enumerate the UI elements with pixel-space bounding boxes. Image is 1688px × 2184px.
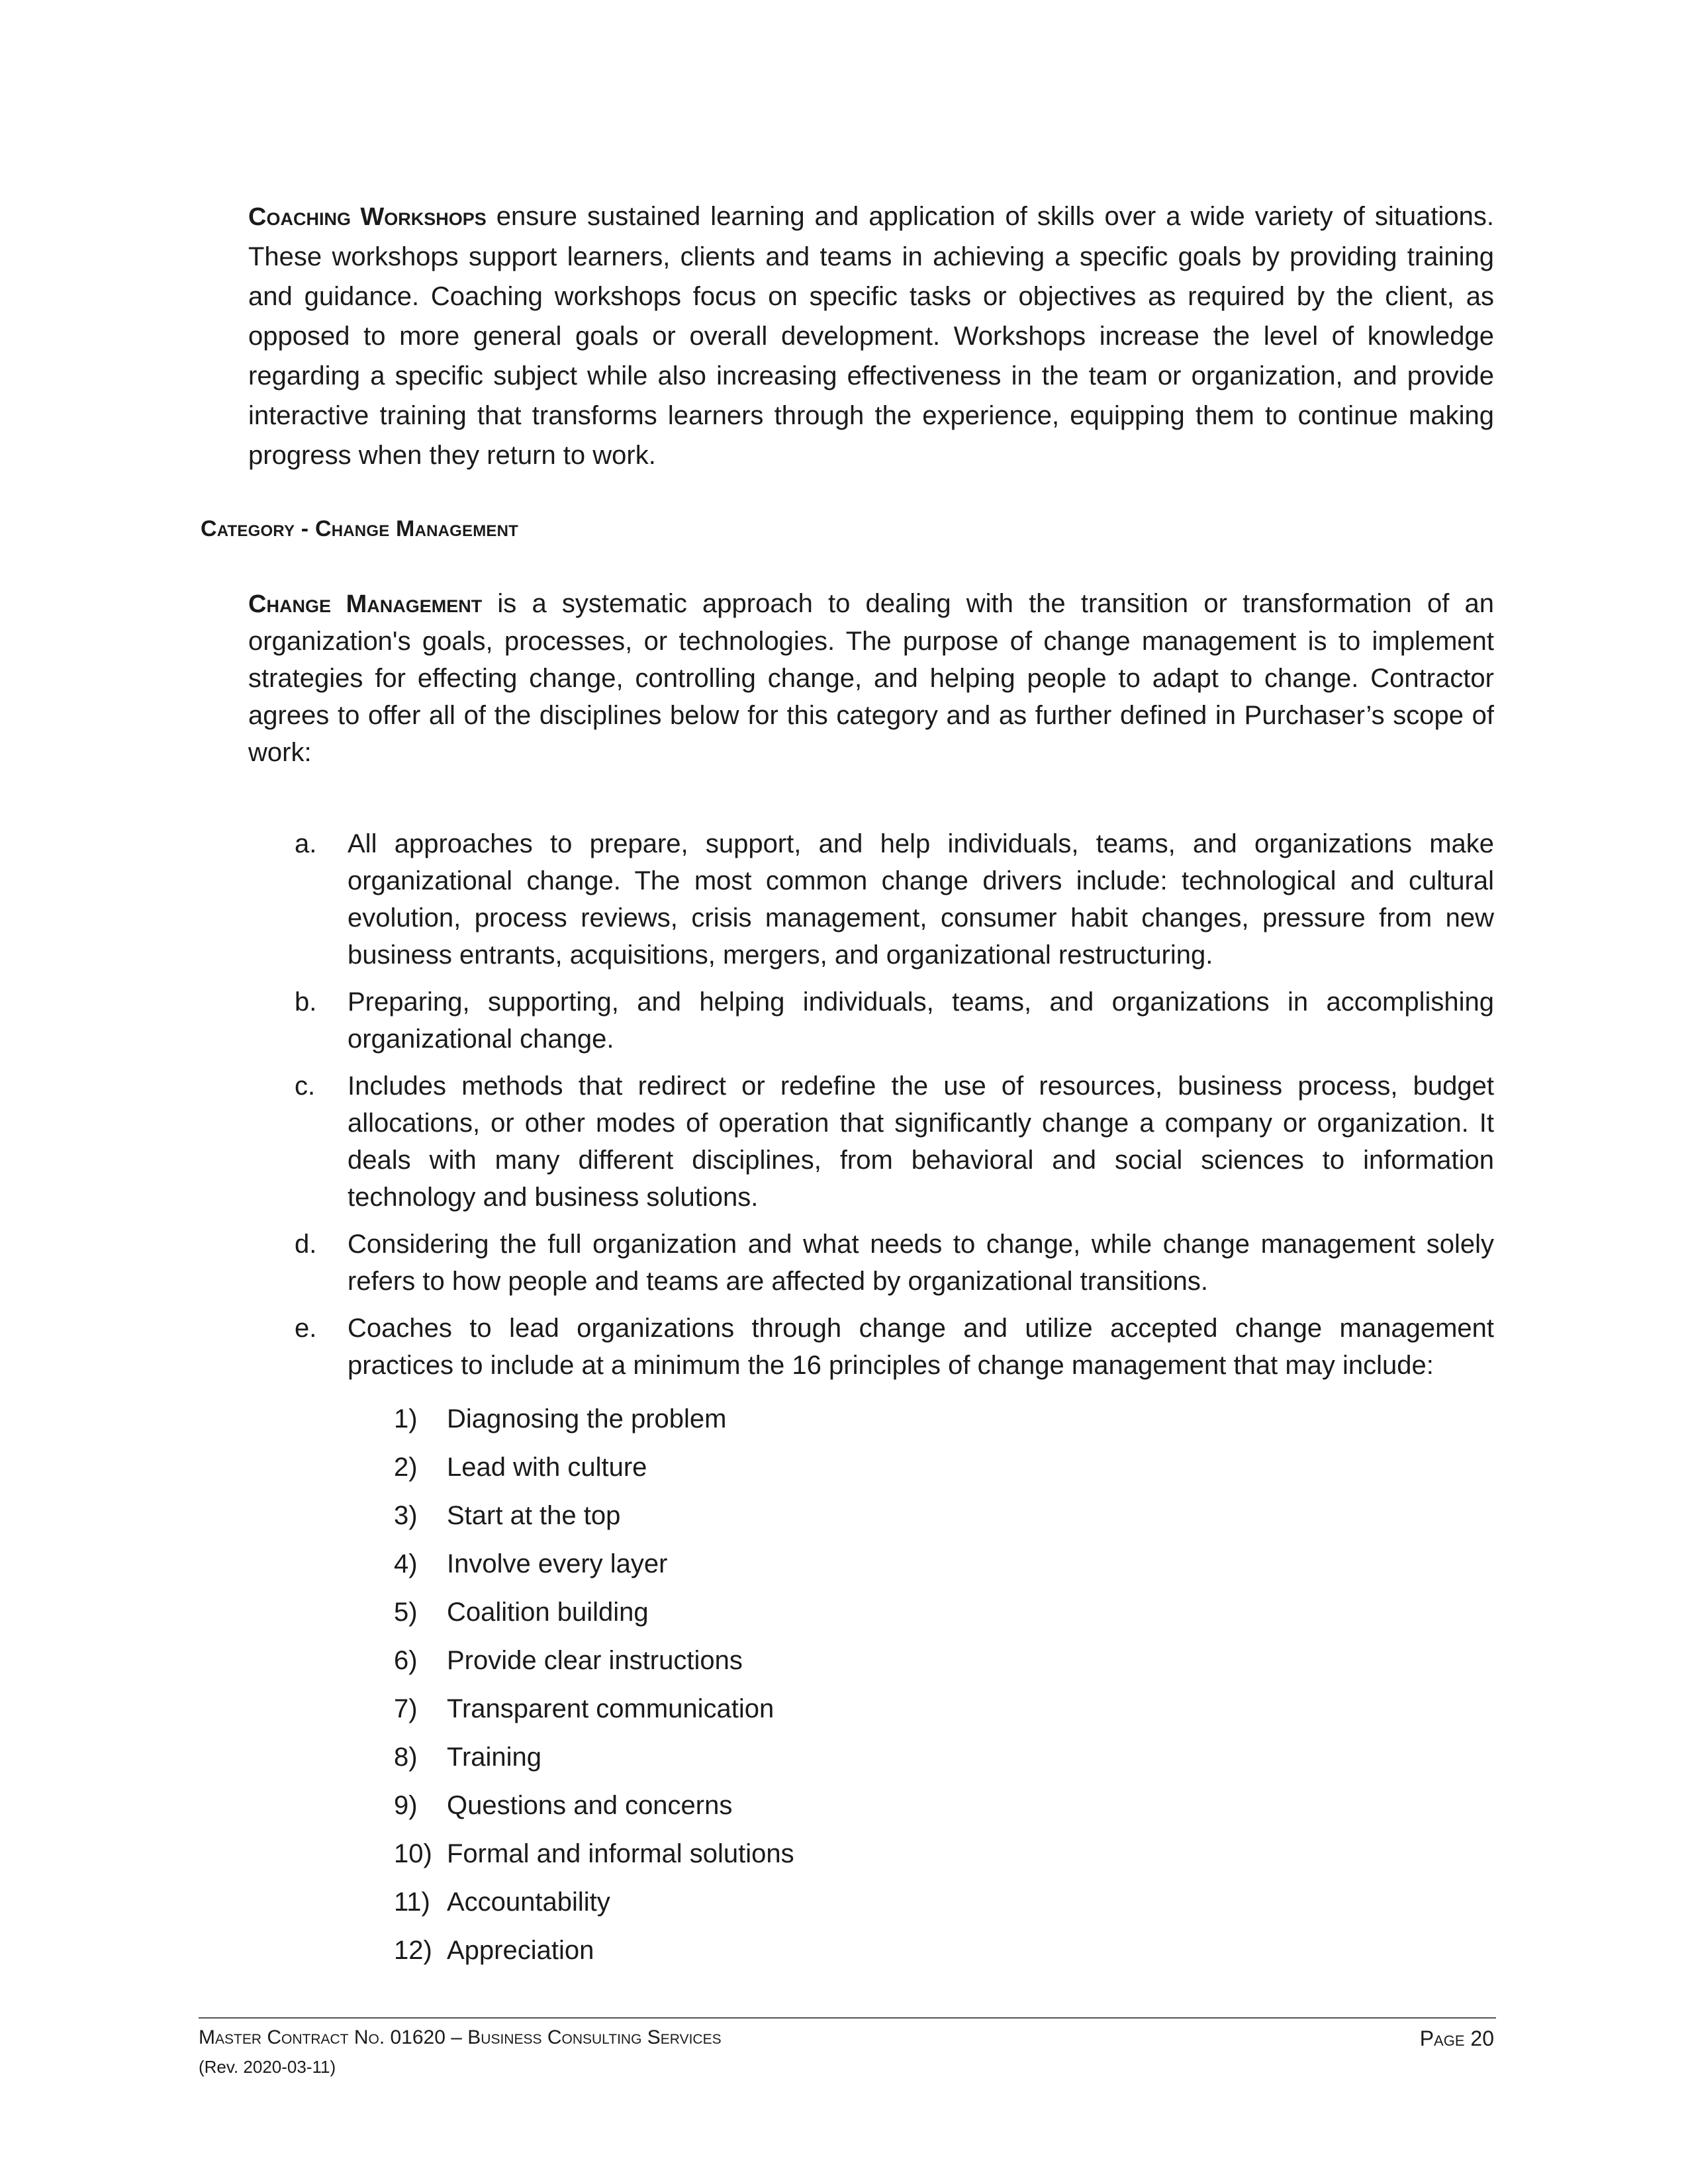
list-marker: c. bbox=[295, 1071, 316, 1101]
principle-item bbox=[394, 1400, 794, 1449]
principle-text: Lead with culture bbox=[447, 1453, 647, 1482]
list-marker: d. bbox=[295, 1230, 317, 1259]
footer-page-number: Page 20 bbox=[1419, 2026, 1494, 2050]
principle-item bbox=[394, 1545, 794, 1594]
list-item bbox=[295, 1310, 1494, 1384]
footer-divider bbox=[199, 2017, 1496, 2019]
principle-text: Start at the top bbox=[447, 1501, 621, 1530]
list-marker: 4) bbox=[394, 1549, 418, 1578]
list-marker: 10) bbox=[394, 1839, 432, 1868]
coaching-workshops-text: ensure sustained learning and application of skills over a wide variety of situations. These workshops support learners, clients and teams in achieving a specific goals by providing training and guidance. Coaching workshops focus on specific tasks or objectives as required by the client, as opposed to more general goals or overall development. Workshops increase the level of knowledge regarding a specific subject while also increasing effectiveness in the team or organization, and provide interactive training that transforms learners through the experience, equipping them to continue making progress when they return to work. bbox=[248, 202, 1495, 470]
list-item bbox=[295, 1068, 1494, 1216]
list-marker: 8) bbox=[394, 1743, 418, 1772]
footer-revision: (Rev. 2020-03-11) bbox=[199, 2057, 336, 2077]
list-item bbox=[295, 983, 1494, 1058]
principle-item bbox=[394, 1932, 794, 1980]
list-item-text: All approaches to prepare, support, and help individuals, teams, and organizations make organizational change. The most common change drivers include: technological and cultural evolution, process reviews, crisis management, consumer habit changes, pressure from new business entrants, acquisitions, mergers, and organizational restructuring. bbox=[348, 829, 1494, 970]
list-marker: b. bbox=[295, 987, 317, 1017]
principle-item bbox=[394, 1787, 794, 1835]
principle-text: Involve every layer bbox=[447, 1549, 668, 1578]
coaching-workshops-term: Coaching Workshops bbox=[248, 203, 487, 231]
list-marker: 7) bbox=[394, 1694, 418, 1723]
list-item bbox=[295, 1226, 1494, 1300]
principle-item bbox=[394, 1594, 794, 1642]
principle-text: Training bbox=[447, 1743, 542, 1772]
principle-text: Formal and informal solutions bbox=[447, 1839, 794, 1868]
list-marker: a. bbox=[295, 829, 317, 858]
principle-item bbox=[394, 1739, 794, 1787]
change-management-text: is a systematic approach to dealing with the transition or transformation of an organization's goals, processes, or technologies. The purpose of change management is to implement strategies for effecting change, controlling change, and helping people to adapt to change. Contractor agrees to offer all of the disciplines below for this category and as further defined in Purchaser’s scope of work: bbox=[248, 589, 1494, 767]
list-marker: 5) bbox=[394, 1598, 418, 1627]
list-marker: 2) bbox=[394, 1453, 418, 1482]
principle-text: Transparent communication bbox=[447, 1694, 774, 1723]
footer-contract-title: Master Contract No. 01620 – Business Consulting Services bbox=[199, 2026, 722, 2048]
principle-text: Coalition building bbox=[447, 1598, 649, 1627]
principle-item bbox=[394, 1884, 794, 1932]
principle-text: Appreciation bbox=[447, 1936, 594, 1965]
list-marker: e. bbox=[295, 1314, 317, 1343]
change-management-term: Change Management bbox=[248, 590, 483, 618]
principle-text: Diagnosing the problem bbox=[447, 1404, 727, 1433]
list-marker: 11) bbox=[394, 1888, 430, 1917]
list-item-text: Considering the full organization and what needs to change, while change management solely refers to how people and teams are affected by organizational transitions. bbox=[348, 1230, 1494, 1296]
list-marker: 12) bbox=[394, 1936, 432, 1965]
principle-text: Accountability bbox=[447, 1888, 610, 1917]
principle-item bbox=[394, 1835, 794, 1884]
list-item-text: Coaches to lead organizations through change and utilize accepted change management practices to include at a minimum the 16 principles of change management that may include: bbox=[348, 1314, 1494, 1380]
list-marker: 9) bbox=[394, 1791, 418, 1820]
principle-item bbox=[394, 1690, 794, 1739]
change-management-paragraph bbox=[248, 585, 1494, 771]
list-marker: 3) bbox=[394, 1501, 418, 1530]
list-item-text: Includes methods that redirect or redefine the use of resources, business process, budget allocations, or other modes of operation that significantly change a company or organization. It deals with many different disciplines, from behavioral and social sciences to information technology and business solutions. bbox=[348, 1071, 1494, 1212]
principle-text: Questions and concerns bbox=[447, 1791, 733, 1820]
list-marker: 6) bbox=[394, 1646, 418, 1675]
discipline-list bbox=[295, 825, 1494, 1394]
coaching-workshops-paragraph bbox=[248, 197, 1494, 475]
category-heading: Category - Change Management bbox=[201, 516, 519, 541]
list-marker: 1) bbox=[394, 1404, 418, 1433]
principle-item bbox=[394, 1497, 794, 1545]
principles-list bbox=[394, 1400, 794, 1980]
list-item-text: Preparing, supporting, and helping individuals, teams, and organizations in accomplishing organizational change. bbox=[348, 987, 1494, 1054]
principle-item bbox=[394, 1449, 794, 1497]
principle-item bbox=[394, 1642, 794, 1690]
list-item bbox=[295, 825, 1494, 974]
principle-text: Provide clear instructions bbox=[447, 1646, 743, 1675]
